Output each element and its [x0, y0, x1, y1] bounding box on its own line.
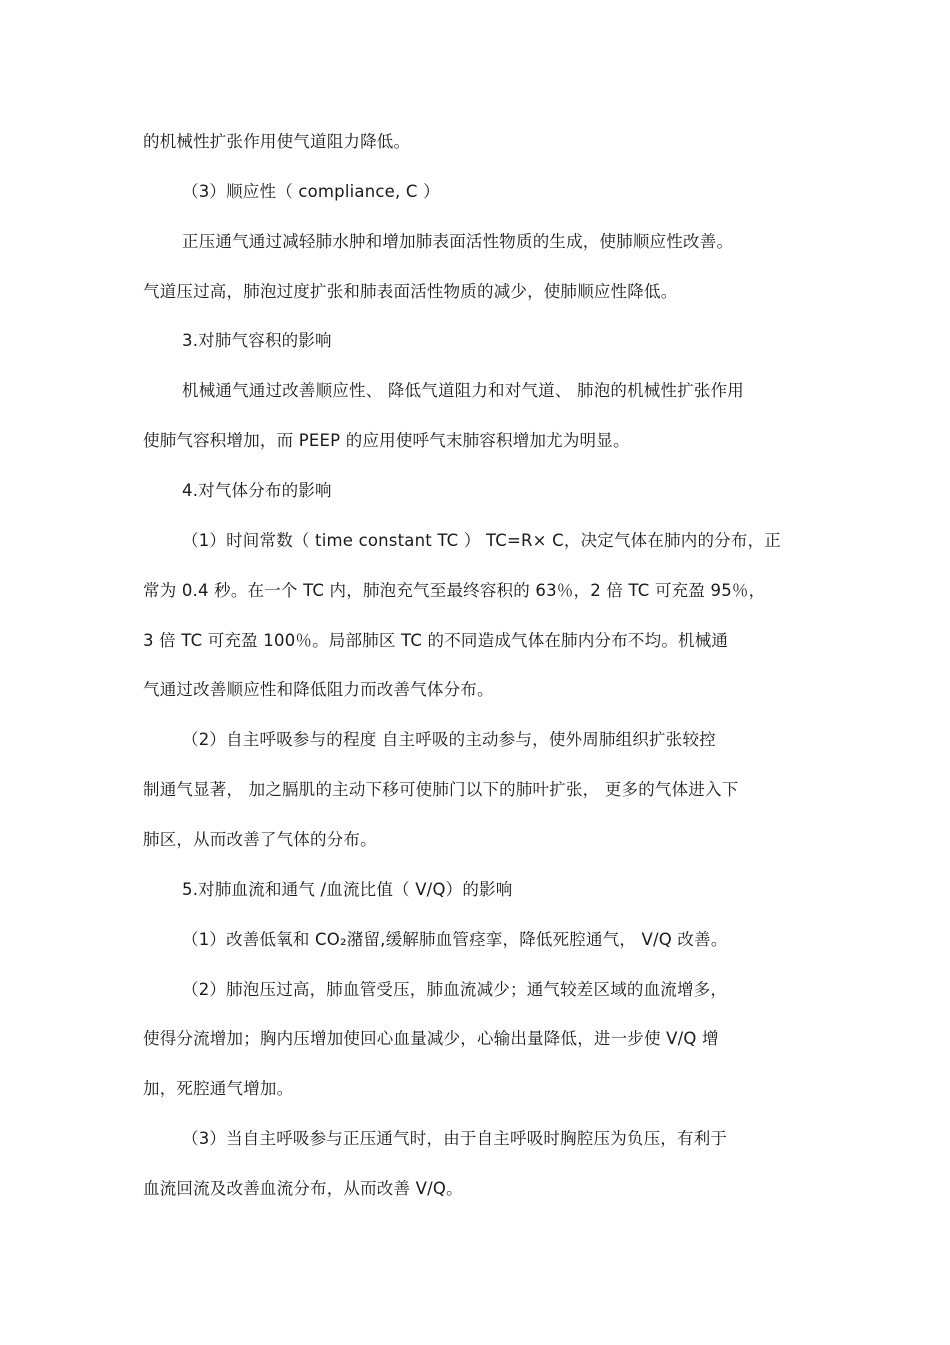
paragraph-line: 气通过改善顺应性和降低阻力而改善气体分布。: [143, 680, 494, 699]
section-heading: 5.对肺血流和通气 /血流比值（ V/Q）的影响: [182, 880, 513, 899]
paragraph-line: （2）自主呼吸参与的程度 自主呼吸的主动参与，使外周肺组织扩张较控: [182, 730, 716, 749]
paragraph-line: 气道压过高，肺泡过度扩张和肺表面活性物质的减少，使肺顺应性降低。: [143, 282, 678, 301]
paragraph-line: （1）时间常数（ time constant TC ） TC=R× C，决定气体在肺内的分布，正: [182, 531, 781, 550]
paragraph-line: （2）肺泡压过高，肺血管受压，肺血流减少；通气较差区域的血流增多，: [182, 980, 728, 999]
paragraph-line: 3 倍 TC 可充盈 100％。局部肺区 TC 的不同造成气体在肺内分布不均。机械通: [143, 631, 729, 650]
section-heading: 4.对气体分布的影响: [182, 481, 332, 500]
paragraph-line: 使肺气容积增加，而 PEEP 的应用使呼气末肺容积增加尤为明显。: [143, 431, 630, 450]
paragraph-line: （3）当自主呼吸参与正压通气时，由于自主呼吸时胸腔压为负压，有利于: [182, 1129, 728, 1148]
section-heading: （3）顺应性（ compliance, C ）: [182, 182, 440, 201]
paragraph-line: 机械通气通过改善顺应性、 降低气道阻力和对气道、 肺泡的机械性扩张作用: [182, 381, 744, 400]
paragraph-line: 使得分流增加；胸内压增加使回心血量减少，心输出量降低，进一步使 V/Q 增: [143, 1029, 719, 1048]
section-heading: 3.对肺气容积的影响: [182, 331, 332, 350]
paragraph-line: 制通气显著， 加之膈肌的主动下移可使肺门以下的肺叶扩张， 更多的气体进入下: [143, 780, 739, 799]
paragraph-line: 常为 0.4 秒。在一个 TC 内，肺泡充气至最终容积的 63％，2 倍 TC 可充盈 95％，: [143, 581, 766, 600]
paragraph-line: 加，死腔通气增加。: [143, 1079, 294, 1098]
paragraph-line: 肺区，从而改善了气体的分布。: [143, 830, 377, 849]
paragraph-line: （1）改善低氧和 CO₂潴留,缓解肺血管痉挛，降低死腔通气， V/Q 改善。: [182, 930, 728, 949]
paragraph-line: 正压通气通过减轻肺水肿和增加肺表面活性物质的生成，使肺顺应性改善。: [182, 232, 734, 251]
paragraph-line: 血流回流及改善血流分布，从而改善 V/Q。: [143, 1179, 463, 1198]
paragraph-line: 的机械性扩张作用使气道阻力降低。: [143, 132, 411, 151]
